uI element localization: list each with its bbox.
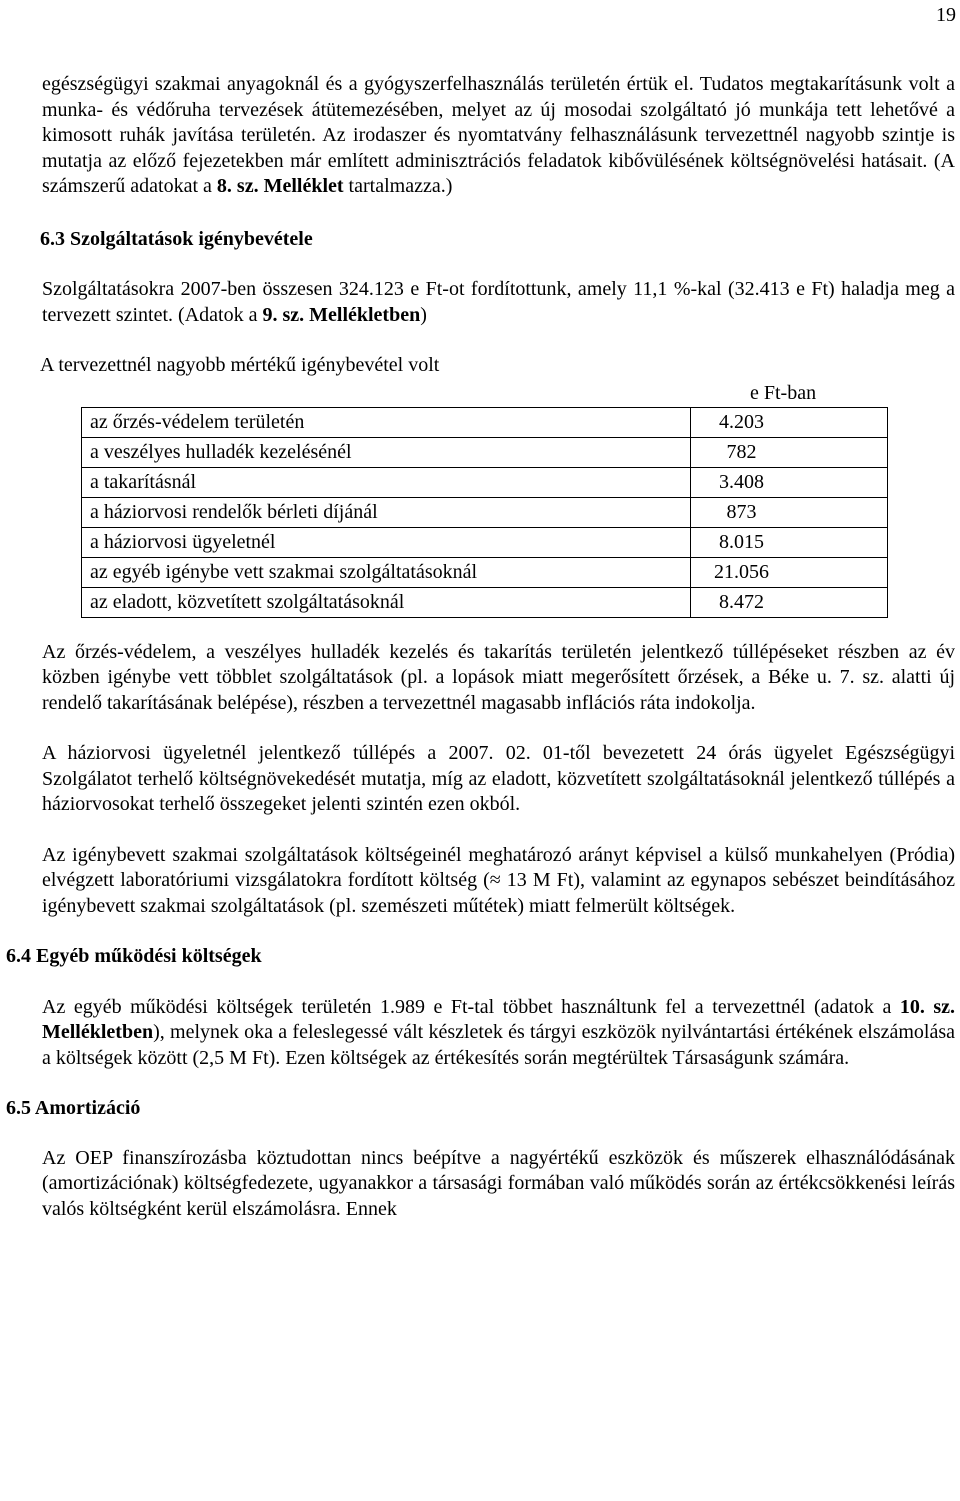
lab-services-paragraph: Az igénybevett szakmai szolgáltatások költségeinél meghatározó arányt képvisel a külső munkahelyen (Pródia) elvégzett laboratóriumi vizsgálatokra fordított költség (≈ 13 M Ft), valamint az egynapos sebészet beindításához igénybevett szakmai szolgáltatások (pl. szemészeti műtétek) miatt felmerült költségek.	[42, 843, 955, 917]
duty-paragraph: A háziorvosi ügyeletnél jelentkező túllépés a 2007. 02. 01-től bevezetett 24 órás ügyelet Egészségügyi Szolgálatot terhelő költségnövekedését mutatja, míg az eladott, közvetített szolgáltatásoknál jelentkező túllépés a háziorvosokat terhelő összegeket jelenti szintén ezen okból.	[42, 742, 955, 815]
table-cell-value: 8.015	[691, 527, 888, 557]
page-number: 19	[936, 4, 956, 26]
other-costs-annex-reference: 10. sz. Mellékletben	[42, 995, 955, 1043]
table-cell-label: a háziorvosi ügyeletnél	[82, 527, 691, 557]
overuse-intro: A tervezettnél nagyobb mértékű igénybevétel volt	[40, 354, 440, 376]
unit-label: e Ft-ban	[750, 381, 817, 404]
table-cell-label: az egyéb igénybe vett szakmai szolgáltatásoknál	[82, 557, 691, 587]
table-cell-label: az eladott, közvetített szolgáltatásoknál	[82, 587, 691, 617]
services-annex-reference: 9. sz. Mellékletben	[262, 303, 421, 326]
section-6-5-heading: 6.5 Amortizáció	[6, 1097, 141, 1119]
other-costs-text: Az egyéb működési költségek területén 1.989 e Ft-tal többet használtunk fel a tervezettnél (adatok a	[42, 995, 900, 1018]
table-row	[82, 437, 888, 467]
table-cell-label: az őrzés-védelem területén	[82, 407, 691, 437]
table-cell-value: 4.203	[691, 407, 888, 437]
amortization-paragraph: Az OEP finanszírozásba köztudottan nincs beépítve a nagyértékű eszközök és műszerek elhasználódásának (amortizációnak) költségfedezete, ugyanakkor a társasági formában való működés során az értékcsökkenési leírás valós költségként kerül elszámolásra. Ennek	[42, 1146, 955, 1220]
table-row	[82, 407, 888, 437]
guard-cleaning-paragraph: Az őrzés-védelem, a veszélyes hulladék kezelés és takarítás területén jelentkező túllépéseket részben az év közben igénybe vett többlet szolgáltatások (pl. a lopások miatt megerősített őrzések, a Béke u. 7. sz. alatti új rendelő takarításának belépése), részben a tervezettnél magasabb inflációs ráta indokolja.	[42, 640, 955, 714]
table-row	[82, 587, 888, 617]
intro-annex-reference: 8. sz. Melléklet	[216, 175, 344, 197]
table-cell-value: 21.056	[691, 557, 888, 587]
table-cell-value: 873	[691, 497, 888, 527]
table-cell-value: 782	[691, 437, 888, 467]
table-cell-value: 3.408	[691, 467, 888, 497]
table-cell-label: a takarításnál	[82, 467, 691, 497]
intro-paragraph	[42, 72, 955, 200]
unit-label-row	[42, 381, 955, 407]
overuse-table	[81, 407, 888, 618]
table-row	[82, 557, 888, 587]
services-total-end: )	[420, 303, 427, 326]
services-total-text: Szolgáltatásokra 2007-ben összesen 324.123 e Ft-ot fordítottunk, amely 11,1 %-kal (32.413 e Ft) haladja meg a tervezett szintet. (Adatok a	[42, 278, 955, 326]
intro-text: egészségügyi szakmai anyagoknál és a gyógyszerfelhasználás területén értük el. Tudatos megtakarításunk volt a munka- és védőruha tervezések átütemezésében, melyet az új mosodai szolgáltató jó munkája tett lehetővé a kimosott ruhák javítása területén. Az irodaszer és nyomtatvány felhasználásunk tervezettnél nagyobb szintje is mutatja az előző fejezetekben már említett adminisztrációs feladatok kibővülésének költségnövelési hatásait. (A számszerű adatokat a	[42, 73, 955, 197]
table-cell-label: a veszélyes hulladék kezelésénél	[82, 437, 691, 467]
table-cell-value: 8.472	[691, 587, 888, 617]
services-total-paragraph	[42, 277, 955, 328]
section-6-3-heading: 6.3 Szolgáltatások igénybevétele	[40, 227, 313, 250]
table-row	[82, 467, 888, 497]
other-costs-end: ), melynek oka a feleslegessé vált készletek és tárgyi eszközök nyilvántartási értékének elszámolása a költségek között (2,5 M Ft). Ezen költségek az értékesítés során megtérültek Társaságunk számára.	[42, 1021, 955, 1069]
table-cell-label: a háziorvosi rendelők bérleti díjánál	[82, 497, 691, 527]
section-6-4-heading: 6.4 Egyéb működési költségek	[6, 945, 262, 967]
other-costs-paragraph	[42, 995, 955, 1072]
intro-end-text: tartalmazza.)	[343, 175, 453, 197]
document-body	[6, 72, 955, 1222]
table-row	[82, 497, 888, 527]
table-row	[82, 527, 888, 557]
